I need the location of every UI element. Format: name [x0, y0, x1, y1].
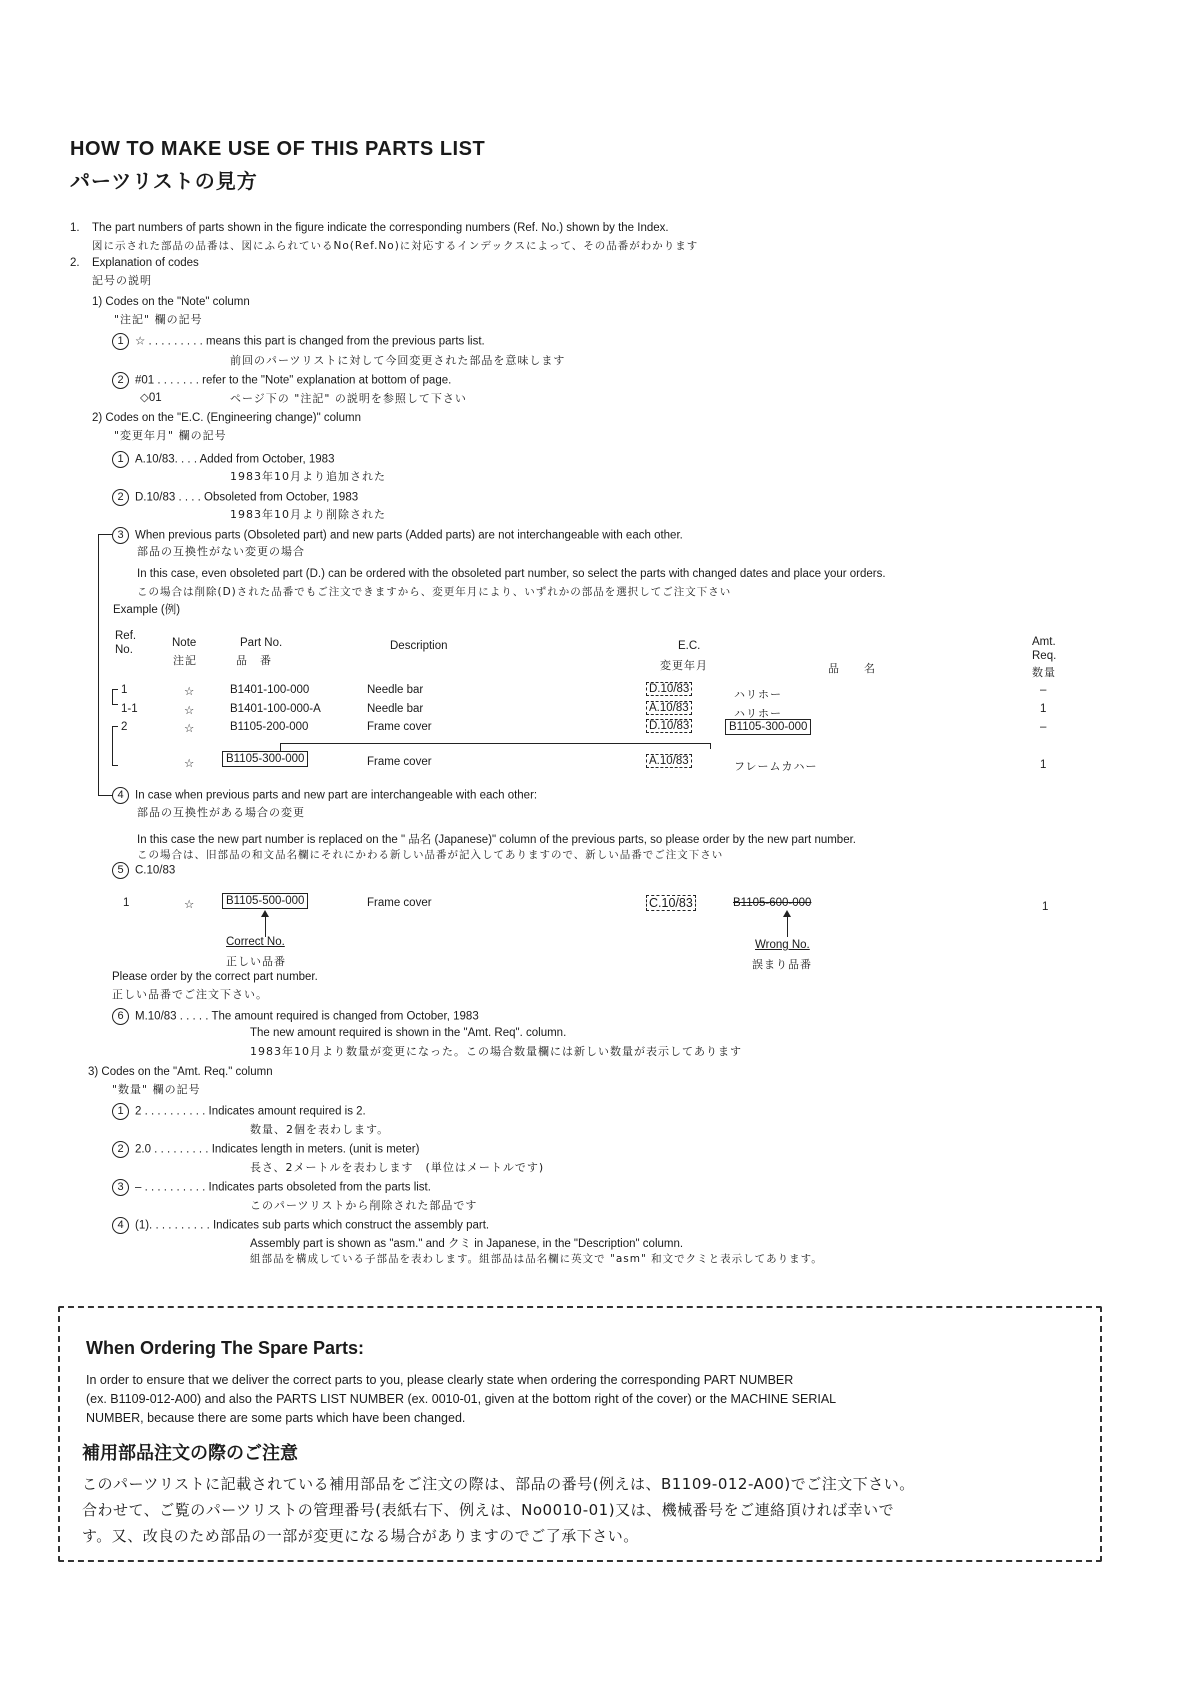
bracket-line	[98, 534, 112, 535]
code-label: – . . . . . . . . . .	[135, 1181, 209, 1194]
example-row-desc: Frame cover	[367, 897, 432, 909]
ec-code-4-jp: 部品の互換性がある場合の変更	[137, 806, 305, 819]
table-row-4-ec: A.10/83	[646, 754, 692, 768]
circled-number: 5	[112, 862, 129, 879]
table-row-2-note: ☆	[184, 705, 195, 717]
order-instruction-jp: 正しい品番でご注文下さい。	[112, 988, 268, 1001]
table-row-3-desc: Frame cover	[367, 721, 432, 733]
code-explanation: Indicates sub parts which construct the assembly part.	[212, 1219, 490, 1232]
wrong-number-label: Wrong No.	[755, 939, 810, 951]
section-1-number: 1.	[70, 222, 80, 234]
circled-number: 1	[112, 1103, 129, 1120]
row-bracket	[112, 689, 113, 705]
circled-number: 2	[112, 1141, 129, 1158]
bracket-line	[98, 795, 112, 796]
ec-code-6	[112, 1008, 479, 1025]
circled-number: 2	[112, 372, 129, 389]
code-label: #01 . . . . . . .	[135, 374, 203, 387]
example-row-ref: 1	[123, 897, 130, 909]
amt-code-2	[112, 1141, 419, 1158]
notice-title: When Ordering The Spare Parts:	[86, 1338, 365, 1358]
example-label: Example (例)	[113, 604, 181, 616]
ec-code-2	[112, 489, 358, 506]
example-row-ec: C.10/83	[646, 895, 696, 911]
ec-code-6-detail: The new amount required is shown in the "Amt. Req". column.	[250, 1027, 567, 1039]
notice-jp-line-3: す。又、改良のため部品の一部が変更になる場合がありますのでご了承下さい。	[82, 1527, 639, 1545]
code-explanation: Indicates amount required is 2.	[208, 1105, 366, 1118]
table-row-3-part: B1105-200-000	[230, 721, 309, 733]
bracket-line	[98, 534, 99, 584]
header-amt: Amt.	[1032, 636, 1056, 648]
row-bracket	[112, 689, 118, 690]
example-row-part: B1105-500-000	[222, 893, 308, 909]
code-explanation: Added from October, 1983	[199, 453, 335, 466]
table-row-1-amt: –	[1040, 684, 1047, 696]
code-label: ☆ . . . . . . . . .	[135, 335, 207, 348]
header-name-jp: 品 名	[828, 662, 876, 675]
table-row-2-amt: 1	[1040, 703, 1047, 715]
section-1-text: The part numbers of parts shown in the figure indicate the corresponding numbers (Ref. No.) shown by the Index.	[92, 222, 669, 234]
amt-codes-heading-jp: "数量" 欄の記号	[112, 1083, 201, 1096]
ec-code-3-detail-jp: この場合は削除(D)された品番でもご注文できますから、変更年月により、いずれかの部品を選択してご注文下さい	[137, 586, 732, 598]
amt-code-1	[112, 1103, 366, 1120]
row-bracket	[112, 704, 118, 705]
code-explanation: refer to the "Note" explanation at bottom of page.	[202, 374, 452, 387]
header-part-no-jp: 品 番	[236, 654, 272, 667]
row-bracket	[112, 765, 118, 766]
note-code-2	[112, 372, 451, 389]
header-ec: E.C.	[678, 640, 701, 652]
table-row-2-ref: 1-1	[121, 703, 138, 715]
circled-number: 6	[112, 1008, 129, 1025]
ec-code-1-jp: 1983年10月より追加された	[230, 470, 386, 483]
amt-code-3-jp: このパーツリストから削除された部品です	[250, 1199, 478, 1212]
header-amt-jp: 数量	[1032, 666, 1056, 679]
notice-line-3: NUMBER, because there are some parts which have been changed.	[86, 1411, 466, 1425]
header-description: Description	[390, 640, 448, 652]
code-explanation: Indicates parts obsoleted from the parts list.	[208, 1181, 431, 1194]
amt-code-3	[112, 1179, 431, 1196]
table-row-3-ec: D.10/83	[646, 719, 692, 733]
example-row-wrong-number: B1105-600-000	[733, 897, 812, 909]
code-explanation: In case when previous parts and new part are interchangeable with each other:	[135, 789, 538, 802]
note-code-2-alt: ◇01	[140, 392, 162, 404]
table-row-4-note: ☆	[184, 758, 195, 770]
code-label: 2.0 . . . . . . . . .	[135, 1143, 212, 1156]
code-label: A.10/83. . . .	[135, 453, 200, 466]
amt-code-4-detail: Assembly part is shown as "asm." and クミ in Japanese, in the "Description" column.	[250, 1238, 684, 1250]
ec-codes-heading-jp: "変更年月" 欄の記号	[114, 429, 227, 442]
ec-code-4-detail: In this case the new part number is replaced on the " 品名 (Japanese)" column of the previous parts, so please order by the new part number.	[137, 834, 856, 846]
ec-codes-heading: 2) Codes on the "E.C. (Engineering change)" column	[92, 412, 361, 424]
table-row-2-part: B1401-100-000-A	[230, 703, 321, 715]
circled-number: 1	[112, 451, 129, 468]
note-code-1	[112, 333, 485, 350]
note-codes-heading: 1) Codes on the "Note" column	[92, 296, 250, 308]
ec-code-3-detail: In this case, even obsoleted part (D.) can be ordered with the obsoleted part number, so select the parts with changed dates and place your orders.	[137, 568, 886, 580]
wrong-arrow-line	[787, 915, 788, 937]
notice-line-2: (ex. B1109-012-A00) and also the PARTS LIST NUMBER (ex. 0010-01, given at the bottom right of the cover) or the MACHINE SERIAL	[86, 1392, 837, 1406]
code-label: (1). . . . . . . . . .	[135, 1219, 213, 1232]
circled-number: 2	[112, 489, 129, 506]
table-row-1-desc: Needle bar	[367, 684, 424, 696]
connector-line	[710, 743, 711, 749]
code-label: 2 . . . . . . . . . .	[135, 1105, 209, 1118]
notice-line-1: In order to ensure that we deliver the correct parts to you, please clearly state when ordering the corresponding PART NUMBER	[86, 1373, 794, 1387]
ec-code-1	[112, 451, 334, 468]
section-2-number: 2.	[70, 257, 80, 269]
circled-number: 3	[112, 1179, 129, 1196]
page-title: HOW TO MAKE USE OF THIS PARTS LIST	[70, 138, 486, 160]
table-row-4-amt: 1	[1040, 759, 1047, 771]
order-instruction: Please order by the correct part number.	[112, 971, 318, 983]
ec-code-4-detail-jp: この場合は、旧部品の和文品名欄にそれにかわる新しい品番が記入してありますので、新しい品番でご注文下さい	[137, 849, 724, 861]
code-label: D.10/83 . . . .	[135, 491, 205, 504]
code-label: C.10/83	[135, 864, 176, 877]
table-row-3-amt: –	[1040, 721, 1047, 733]
header-ec-jp: 変更年月	[660, 659, 708, 672]
note-code-1-jp: 前回のパーツリストに対して今回変更された部品を意味します	[230, 354, 566, 367]
ec-code-6-jp: 1983年10月より数量が変更になった。この場合数量欄には新しい数量が表示してあります	[250, 1045, 742, 1058]
table-row-4-name: フレームカハー	[734, 760, 818, 773]
circled-number: 1	[112, 333, 129, 350]
section-2-title-jp: 記号の説明	[92, 274, 152, 287]
ec-code-3	[112, 527, 683, 544]
bracket-line	[98, 584, 99, 795]
header-note: Note	[172, 637, 197, 649]
correct-arrow-line	[265, 915, 266, 937]
ec-code-3-jp: 部品の互換性がない変更の場合	[137, 545, 305, 558]
connector-line	[280, 743, 281, 751]
amt-code-4-jp: 組部品を構成している子部品を表わします。組部品は品名欄に英文で "asm" 和文でクミと表示してあります。	[250, 1253, 823, 1265]
table-row-1-note: ☆	[184, 686, 195, 698]
section-1-text-jp: 図に示された部品の品番は、図にふられているNo(Ref.No)に対応するインデックスによって、その品番がわかります	[92, 240, 699, 252]
table-row-1-ref: 1	[121, 684, 128, 696]
wrong-arrow-head	[783, 910, 791, 917]
code-explanation: Indicates length in meters. (unit is meter)	[211, 1143, 420, 1156]
header-ref: Ref.	[115, 630, 137, 642]
correct-number-label: Correct No.	[226, 936, 285, 948]
table-row-3-note: ☆	[184, 723, 195, 735]
connector-line	[280, 743, 710, 744]
code-explanation: When previous parts (Obsoleted part) and new parts (Added parts) are not interchangeable with each other.	[135, 529, 683, 542]
amt-codes-heading: 3) Codes on the "Amt. Req." column	[88, 1066, 273, 1078]
table-row-4-part: B1105-300-000	[222, 751, 308, 767]
table-row-1-part: B1401-100-000	[230, 684, 310, 696]
code-label: M.10/83 . . . . .	[135, 1010, 212, 1023]
correct-arrow-head	[261, 910, 269, 917]
note-code-2-jp: ページ下の "注記" の説明を参照して下さい	[230, 392, 467, 405]
amt-code-1-jp: 数量、2個を表わします。	[250, 1123, 390, 1136]
table-row-3-ref: 2	[121, 721, 128, 733]
row-bracket	[112, 726, 113, 766]
table-row-3-new-number: B1105-300-000	[725, 719, 811, 735]
wrong-number-label-jp: 誤まり品番	[752, 958, 812, 971]
code-explanation: means this part is changed from the previous parts list.	[206, 335, 485, 348]
amt-code-2-jp: 長さ、2メートルを表わします (単位はメートルです)	[250, 1161, 545, 1174]
ec-code-2-jp: 1983年10月より削除された	[230, 508, 386, 521]
circled-number: 4	[112, 1217, 129, 1234]
table-row-2-ec: A.10/83	[646, 701, 692, 715]
table-row-1-name: ハリホー	[734, 688, 782, 701]
page-title-jp: パーツリストの見方	[70, 169, 258, 193]
header-req: Req.	[1032, 650, 1057, 662]
table-row-2-name: ハリホー	[734, 707, 782, 720]
code-explanation: The amount required is changed from October, 1983	[211, 1010, 479, 1023]
header-no: No.	[115, 644, 133, 656]
table-row-4-desc: Frame cover	[367, 756, 432, 768]
note-codes-heading-jp: "注記" 欄の記号	[114, 313, 203, 326]
example-row-amt: 1	[1042, 901, 1049, 913]
ec-code-4	[112, 787, 537, 804]
correct-number-label-jp: 正しい品番	[226, 955, 286, 968]
table-row-2-desc: Needle bar	[367, 703, 424, 715]
header-note-jp: 注記	[173, 654, 197, 667]
section-2-title: Explanation of codes	[92, 257, 199, 269]
header-part-no: Part No.	[240, 637, 283, 649]
circled-number: 4	[112, 787, 129, 804]
circled-number: 3	[112, 527, 129, 544]
table-row-1-ec: D.10/83	[646, 682, 692, 696]
notice-jp-line-2: 合わせて、ご覧のパーツリストの管理番号(表紙右下、例えは、No0010-01)又は、機械番号をご連絡頂ければ幸いで	[82, 1501, 895, 1519]
notice-jp-line-1: このパーツリストに記載されている補用部品をご注文の際は、部品の番号(例えは、B1109-012-A00)でご注文下さい。	[82, 1475, 915, 1493]
ec-code-5	[112, 862, 175, 879]
ordering-notice-box	[58, 1306, 1102, 1562]
amt-code-4	[112, 1217, 489, 1234]
row-bracket	[112, 726, 118, 727]
notice-title-jp: 補用部品注文の際のご注意	[82, 1443, 298, 1464]
example-row-note: ☆	[184, 899, 195, 911]
code-explanation: Obsoleted from October, 1983	[204, 491, 359, 504]
